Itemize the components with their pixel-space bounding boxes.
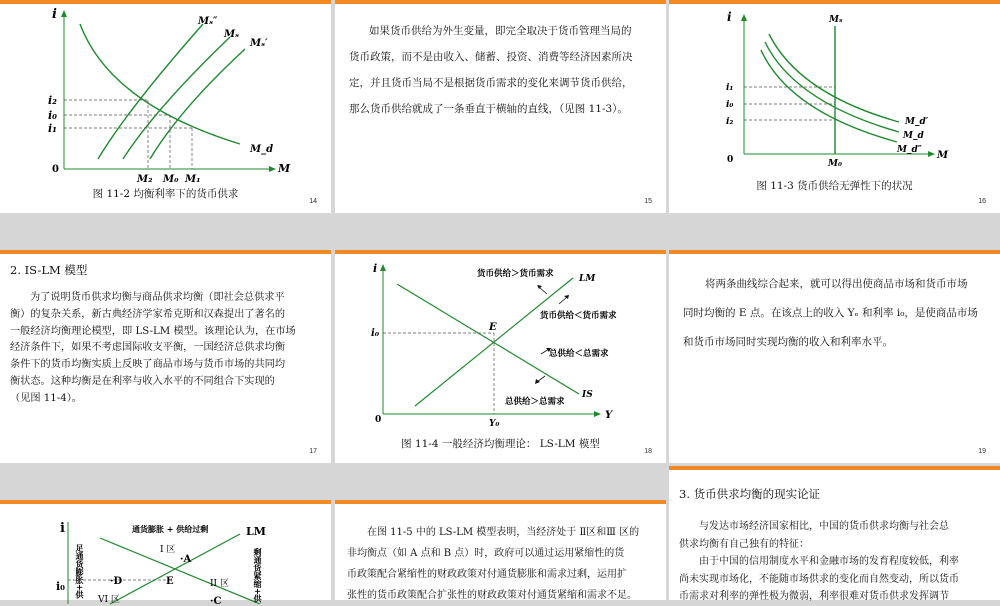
text-line: 为了说明货币供求均衡与商品供求均衡（即社会总供求平	[30, 292, 285, 303]
lm-label: LM	[579, 274, 596, 284]
x-axis-arrow	[928, 151, 935, 157]
note-aggregate-surplus: 总供给＞总需求	[505, 397, 565, 407]
section-heading: 3. 货币供求均衡的现实论证	[679, 487, 821, 501]
i0-label: i₀	[48, 109, 57, 122]
origin-label: 0	[52, 164, 59, 175]
m0-label: M₀	[828, 159, 842, 169]
x-axis-label: M	[278, 162, 291, 175]
ms2-label: Mₛ″	[198, 16, 218, 27]
text-line: 条件下的货币均衡实质上反映了商品市场与货币市场的共同均	[10, 359, 286, 371]
m1-label: M₁	[185, 174, 201, 185]
equilibrium-label: E	[489, 322, 497, 333]
y-axis-label: i	[52, 7, 57, 22]
x-axis-arrow	[269, 166, 276, 172]
text-line: 同时均衡的 E 点。在该点上的收入 Yₑ 和利率 i₀，是使商品市场	[683, 307, 978, 319]
ms-label: Mₛ	[224, 29, 240, 40]
text-line: 由于中国的信用制度水平和金融市场的发育程度较低，利率	[699, 556, 959, 568]
x-axis-label: M	[937, 150, 949, 161]
demand-curve-md	[80, 24, 240, 144]
demand-curve-md2	[761, 50, 897, 142]
x-axis-label: Y	[605, 410, 613, 421]
y-axis-arrow	[741, 14, 747, 21]
demand-curve-md1	[769, 34, 899, 122]
supply-curve-ms1	[150, 49, 245, 159]
y0-label: Y₀	[489, 419, 500, 429]
page-number: 14	[309, 198, 317, 205]
supply-curve-ms2	[98, 24, 203, 159]
i2-label: i₂	[726, 117, 734, 127]
body-text	[347, 522, 659, 606]
y-axis-label: i	[727, 10, 732, 24]
note-aggregate-shortage: 总供给＜总需求	[549, 349, 609, 359]
point-a-label: ·A	[180, 554, 192, 565]
text-line: 非均衡点（如 A 点和 B 点）时，政府可以通过运用紧缩性的货	[347, 548, 625, 559]
text-line: 张性的货币政策配合扩张性的财政政策对付通货紧缩和需求不足。	[347, 590, 637, 601]
arrow-head-note1	[537, 285, 542, 289]
slide-15[interactable]	[335, 0, 666, 213]
i1-label: i₁	[48, 122, 57, 135]
arrow-note1	[539, 287, 547, 294]
right-vertical-note: 剩通货紧缩+供	[253, 548, 263, 603]
text-line: 那么货币供给就成了一条垂直于横轴的直线，（见图 11-3）。	[349, 103, 628, 115]
slide-16[interactable]	[669, 0, 1000, 213]
slide-20[interactable]	[0, 500, 331, 606]
y-axis-label: i	[60, 521, 65, 536]
body-text	[679, 518, 993, 606]
origin-label: 0	[375, 415, 382, 425]
text-line: （见图 11-4）。	[10, 392, 82, 404]
x-axis-arrow	[594, 411, 601, 417]
page-number: 18	[644, 448, 652, 455]
y-axis-arrow	[61, 10, 67, 17]
y-axis-label: i	[373, 262, 378, 275]
text-line: 货币政策，而不是由收入、储蓄、投资、消费等经济因素所决	[349, 51, 633, 63]
zone-6-label: VI 区	[98, 595, 120, 605]
text-line: 经济条件下，如果不考虑国际收支平衡，一国经济总供求均衡	[10, 342, 286, 354]
body-text	[683, 270, 988, 357]
i0-label: i₀	[726, 100, 734, 110]
text-line: 和货币市场同时实现均衡的收入和利率水平。	[683, 336, 893, 348]
md1-label: M_d′	[905, 117, 929, 127]
top-note: 通货膨胀 + 供给过剩	[132, 524, 209, 534]
i1-label: i₁	[726, 83, 734, 93]
text-line: 衡状态。这种均衡是在利率与收入水平的不同组合下实现的	[10, 375, 275, 387]
text-line: 衡）的复杂关系，新古典经济学家希克斯和汉森提出了著名的	[10, 308, 286, 320]
m2-label: M₂	[137, 174, 153, 185]
slide-17[interactable]	[0, 250, 331, 463]
i0-label: i₀	[371, 328, 380, 339]
page-number: 16	[978, 198, 986, 205]
arrow-note2	[559, 297, 567, 304]
note-money-shortage: 货币供给＜货币需求	[540, 311, 617, 321]
text-line: 将两条曲线综合起来，就可以得出使商品市场和货币市场	[705, 278, 968, 290]
point-c-label: ·C	[210, 596, 222, 606]
is-label: IS	[582, 390, 593, 400]
i0-label: i₀	[56, 580, 65, 593]
point-d-label: ·D	[110, 576, 123, 587]
y-axis-arrow	[380, 264, 386, 271]
is-curve	[100, 538, 260, 604]
arrow-head-note2	[564, 295, 569, 299]
zone-2-label: II 区	[210, 579, 229, 589]
body-text	[10, 290, 322, 408]
page-number: 17	[309, 448, 317, 455]
note-money-surplus: 货币供给＞货币需求	[477, 269, 554, 279]
slide-19[interactable]	[669, 250, 1000, 463]
m0-label: M₀	[163, 174, 179, 185]
figure-caption: 图 11-2 均衡利率下的货币供求	[92, 188, 239, 200]
body-text	[349, 18, 654, 122]
md-label: M_d	[250, 144, 274, 155]
left-vertical-note: 足通货膨胀+供	[75, 544, 85, 599]
is-curve	[397, 284, 579, 394]
text-line: 定，并且货币当局不是根据货币需求的变化来调节货币供给，	[349, 77, 633, 89]
i2-label: i₂	[48, 94, 57, 107]
point-e-label: E	[166, 576, 174, 587]
page-number: 15	[644, 198, 652, 205]
lm-label: LM	[246, 525, 266, 538]
text-line: 币需求对利率的弹性极为微弱，利率很难对货币供求发挥调节	[679, 591, 949, 603]
slide-21[interactable]	[335, 500, 666, 600]
text-line: 在图 11-5 中的 LS-LM 模型表明，当经济处于 Ⅱ区和Ⅲ 区的	[367, 527, 640, 538]
md-label: M_d	[903, 131, 924, 141]
text-line: 与发达市场经济国家相比，中国的货币供求均衡与社会总	[699, 521, 949, 532]
slide-14[interactable]	[0, 0, 331, 213]
page-number: 19	[978, 448, 986, 455]
text-line: 如果货币供给为外生变量，即完全取决于货币管理当局的	[369, 25, 632, 37]
text-line: 币政策配合紧缩性的财政政策对付通货膨胀和需求过剩，运用扩	[347, 569, 627, 580]
text-line: 供求均衡有自己独有的特征：	[679, 538, 809, 550]
md2-label: M_d″	[897, 145, 922, 155]
slide-18[interactable]	[335, 250, 666, 463]
is-lm-zones-chart	[0, 504, 331, 604]
arrow-head-note4	[535, 379, 540, 384]
origin-label: 0	[727, 155, 734, 165]
section-heading: 2. IS-LM 模型	[10, 263, 88, 277]
ms1-label: Mₛ′	[250, 38, 268, 49]
figure-caption: 图 11-3 货币供给无弹性下的状况	[756, 180, 913, 192]
text-line: 尚未实现市场化，不能随市场供求的变化而自然变动，所以货币	[679, 573, 959, 585]
figure-caption: 图 11-4 一般经济均衡理论： LS-LM 模型	[401, 438, 600, 450]
text-line: 一般经济均衡理论模型，即 LS-LM 模型。该理论认为，在市场	[10, 325, 296, 337]
slide-22[interactable]	[669, 466, 1000, 603]
ms-label: Mₛ	[829, 15, 843, 25]
zone-1-label: I 区	[160, 545, 176, 555]
